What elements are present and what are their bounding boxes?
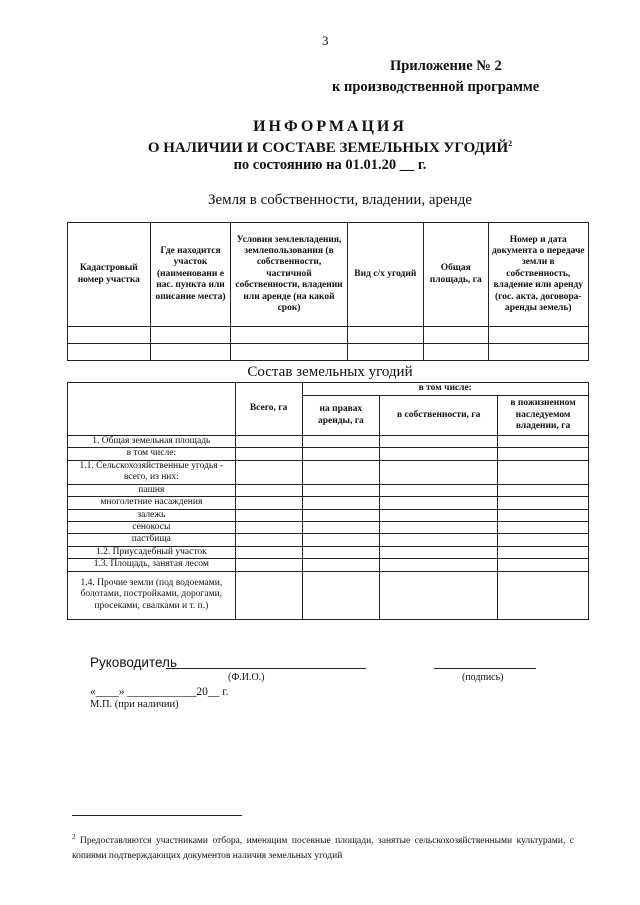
table-cell[interactable] bbox=[235, 559, 302, 571]
table-cell[interactable] bbox=[231, 327, 347, 344]
stamp-place: М.П. (при наличии) bbox=[90, 699, 179, 710]
land-ownership-table bbox=[67, 222, 589, 361]
table-cell[interactable] bbox=[302, 436, 380, 448]
col-location: Где находится участок (наименовани е нас. пункта или описание места) bbox=[150, 223, 231, 327]
signature-caption: (подпись) bbox=[462, 672, 504, 683]
table-cell[interactable] bbox=[235, 484, 302, 496]
appendix-title: Приложение № 2 bbox=[390, 58, 502, 74]
footnote-text: Предоставляются участниками отбора, имеющим посевные площади, занятые сельскохозяйственными культурами, с копиями подтверждающих документов наличия земельных угодий bbox=[72, 836, 575, 861]
row-label: 1.1. Сельскохозяйственные угодья - всего, из них: bbox=[68, 460, 236, 484]
header-lifetime: в пожизненном наследуемом владении, га bbox=[498, 396, 589, 436]
document-subtitle-text: О НАЛИЧИИ И СОСТАВЕ ЗЕМЕЛЬНЫХ УГОДИЙ bbox=[147, 140, 509, 156]
table-row bbox=[68, 546, 589, 558]
footnote-ref: 2 bbox=[508, 139, 513, 148]
table-cell[interactable] bbox=[302, 571, 380, 619]
footnote-mark: 2 bbox=[72, 833, 76, 841]
document-subtitle bbox=[0, 139, 640, 157]
section2-title: Состав земельных угодий bbox=[247, 364, 413, 380]
signature-line[interactable] bbox=[434, 668, 536, 669]
header-total: Всего, га bbox=[235, 383, 302, 436]
row-label: 1.4. Прочие земли (под водоемами, болотами, постройками, дорогами, просеками, свалками и т. п.) bbox=[68, 571, 236, 619]
table-cell[interactable] bbox=[380, 571, 498, 619]
table-cell[interactable] bbox=[347, 327, 423, 344]
row-label: пашня bbox=[68, 484, 236, 496]
table-row bbox=[68, 559, 589, 571]
table-cell[interactable] bbox=[235, 448, 302, 460]
row-label: многолетние насаждения bbox=[68, 497, 236, 509]
header-row-1 bbox=[68, 383, 589, 396]
row-label: 1. Общая земельная площадь bbox=[68, 436, 236, 448]
table-cell[interactable] bbox=[302, 521, 380, 533]
table-row bbox=[68, 344, 589, 361]
table-row bbox=[68, 509, 589, 521]
table-cell[interactable] bbox=[231, 344, 347, 361]
table-cell[interactable] bbox=[498, 521, 589, 533]
table-cell[interactable] bbox=[380, 460, 498, 484]
table-cell[interactable] bbox=[302, 546, 380, 558]
date-field: «____» ____________20__ г. bbox=[90, 686, 229, 698]
table-cell[interactable] bbox=[235, 509, 302, 521]
table-cell[interactable] bbox=[302, 497, 380, 509]
table-cell[interactable] bbox=[488, 327, 588, 344]
table-row bbox=[68, 448, 589, 460]
row-label: пастбища bbox=[68, 534, 236, 546]
table-cell[interactable] bbox=[498, 436, 589, 448]
table-cell[interactable] bbox=[150, 344, 231, 361]
table-cell[interactable] bbox=[235, 497, 302, 509]
table-cell[interactable] bbox=[235, 546, 302, 558]
fio-caption: (Ф.И.О.) bbox=[228, 672, 265, 683]
table-cell[interactable] bbox=[380, 546, 498, 558]
table-cell[interactable] bbox=[380, 521, 498, 533]
table-cell[interactable] bbox=[498, 497, 589, 509]
footnote-divider bbox=[72, 815, 242, 816]
table-row bbox=[68, 436, 589, 448]
table-header-row bbox=[68, 223, 589, 327]
table-cell[interactable] bbox=[235, 460, 302, 484]
table-cell[interactable] bbox=[380, 448, 498, 460]
table-row bbox=[68, 521, 589, 533]
table-row bbox=[68, 484, 589, 496]
col-conditions: Условия землевладения, землепользования (в собственности, частичной собственности, владении или аренде (на какой срок) bbox=[231, 223, 347, 327]
land-composition-table bbox=[67, 382, 589, 620]
col-area: Общая площадь, га bbox=[423, 223, 488, 327]
table-cell[interactable] bbox=[423, 344, 488, 361]
table-cell[interactable] bbox=[380, 534, 498, 546]
table-cell[interactable] bbox=[302, 484, 380, 496]
col-land-type: Вид с/х угодий bbox=[347, 223, 423, 327]
table-cell[interactable] bbox=[347, 344, 423, 361]
footnote bbox=[72, 832, 574, 864]
table-cell[interactable] bbox=[235, 521, 302, 533]
table-cell[interactable] bbox=[423, 327, 488, 344]
page-number: 3 bbox=[322, 33, 329, 48]
table-cell[interactable] bbox=[498, 534, 589, 546]
row-label: 1.2. Приусадебный участок bbox=[68, 546, 236, 558]
table-cell[interactable] bbox=[488, 344, 588, 361]
table-cell[interactable] bbox=[302, 460, 380, 484]
leader-name-line[interactable] bbox=[166, 668, 366, 669]
table-cell[interactable] bbox=[380, 509, 498, 521]
row-label: залежь bbox=[68, 509, 236, 521]
col-cadastral: Кадастровый номер участка bbox=[68, 223, 151, 327]
table-cell[interactable] bbox=[235, 534, 302, 546]
leader-label: Руководитель bbox=[90, 655, 177, 670]
table-cell[interactable] bbox=[498, 546, 589, 558]
header-empty-cell bbox=[68, 383, 236, 436]
section1-title: Земля в собственности, владении, аренде bbox=[208, 192, 472, 208]
table-cell[interactable] bbox=[498, 448, 589, 460]
row-label: сенокосы bbox=[68, 521, 236, 533]
table-cell[interactable] bbox=[380, 484, 498, 496]
table-row bbox=[68, 460, 589, 484]
table-row bbox=[68, 327, 589, 344]
table-row bbox=[68, 534, 589, 546]
col-document: Номер и дата документа о передаче земли в собственность, владение или аренду (гос. акта, договора-аренды земель) bbox=[488, 223, 588, 327]
document-date: по состоянию на 01.01.20 __ г. bbox=[233, 157, 427, 173]
table-cell[interactable] bbox=[302, 448, 380, 460]
row-label: 1.3. Площадь, занятая лесом bbox=[68, 559, 236, 571]
row-label: в том числе: bbox=[68, 448, 236, 460]
table-cell[interactable] bbox=[68, 344, 151, 361]
table-cell[interactable] bbox=[498, 571, 589, 619]
table-cell[interactable] bbox=[498, 484, 589, 496]
header-lease: на правах аренды, га bbox=[302, 396, 380, 436]
table-cell[interactable] bbox=[380, 559, 498, 571]
table-row bbox=[68, 571, 589, 619]
table-cell[interactable] bbox=[380, 497, 498, 509]
appendix-subtitle: к производственной программе bbox=[332, 79, 540, 95]
table-cell[interactable] bbox=[498, 559, 589, 571]
table-cell[interactable] bbox=[302, 559, 380, 571]
table-cell[interactable] bbox=[235, 571, 302, 619]
table-row bbox=[68, 497, 589, 509]
header-including: в том числе: bbox=[302, 383, 589, 396]
table-cell[interactable] bbox=[302, 534, 380, 546]
table-cell[interactable] bbox=[150, 327, 231, 344]
table-cell[interactable] bbox=[302, 509, 380, 521]
document-title: ИНФОРМАЦИЯ bbox=[253, 118, 407, 135]
header-own: в собственности, га bbox=[380, 396, 498, 436]
table-cell[interactable] bbox=[235, 436, 302, 448]
table-cell[interactable] bbox=[380, 436, 498, 448]
table-cell[interactable] bbox=[498, 460, 589, 484]
table-cell[interactable] bbox=[68, 327, 151, 344]
table-cell[interactable] bbox=[498, 509, 589, 521]
